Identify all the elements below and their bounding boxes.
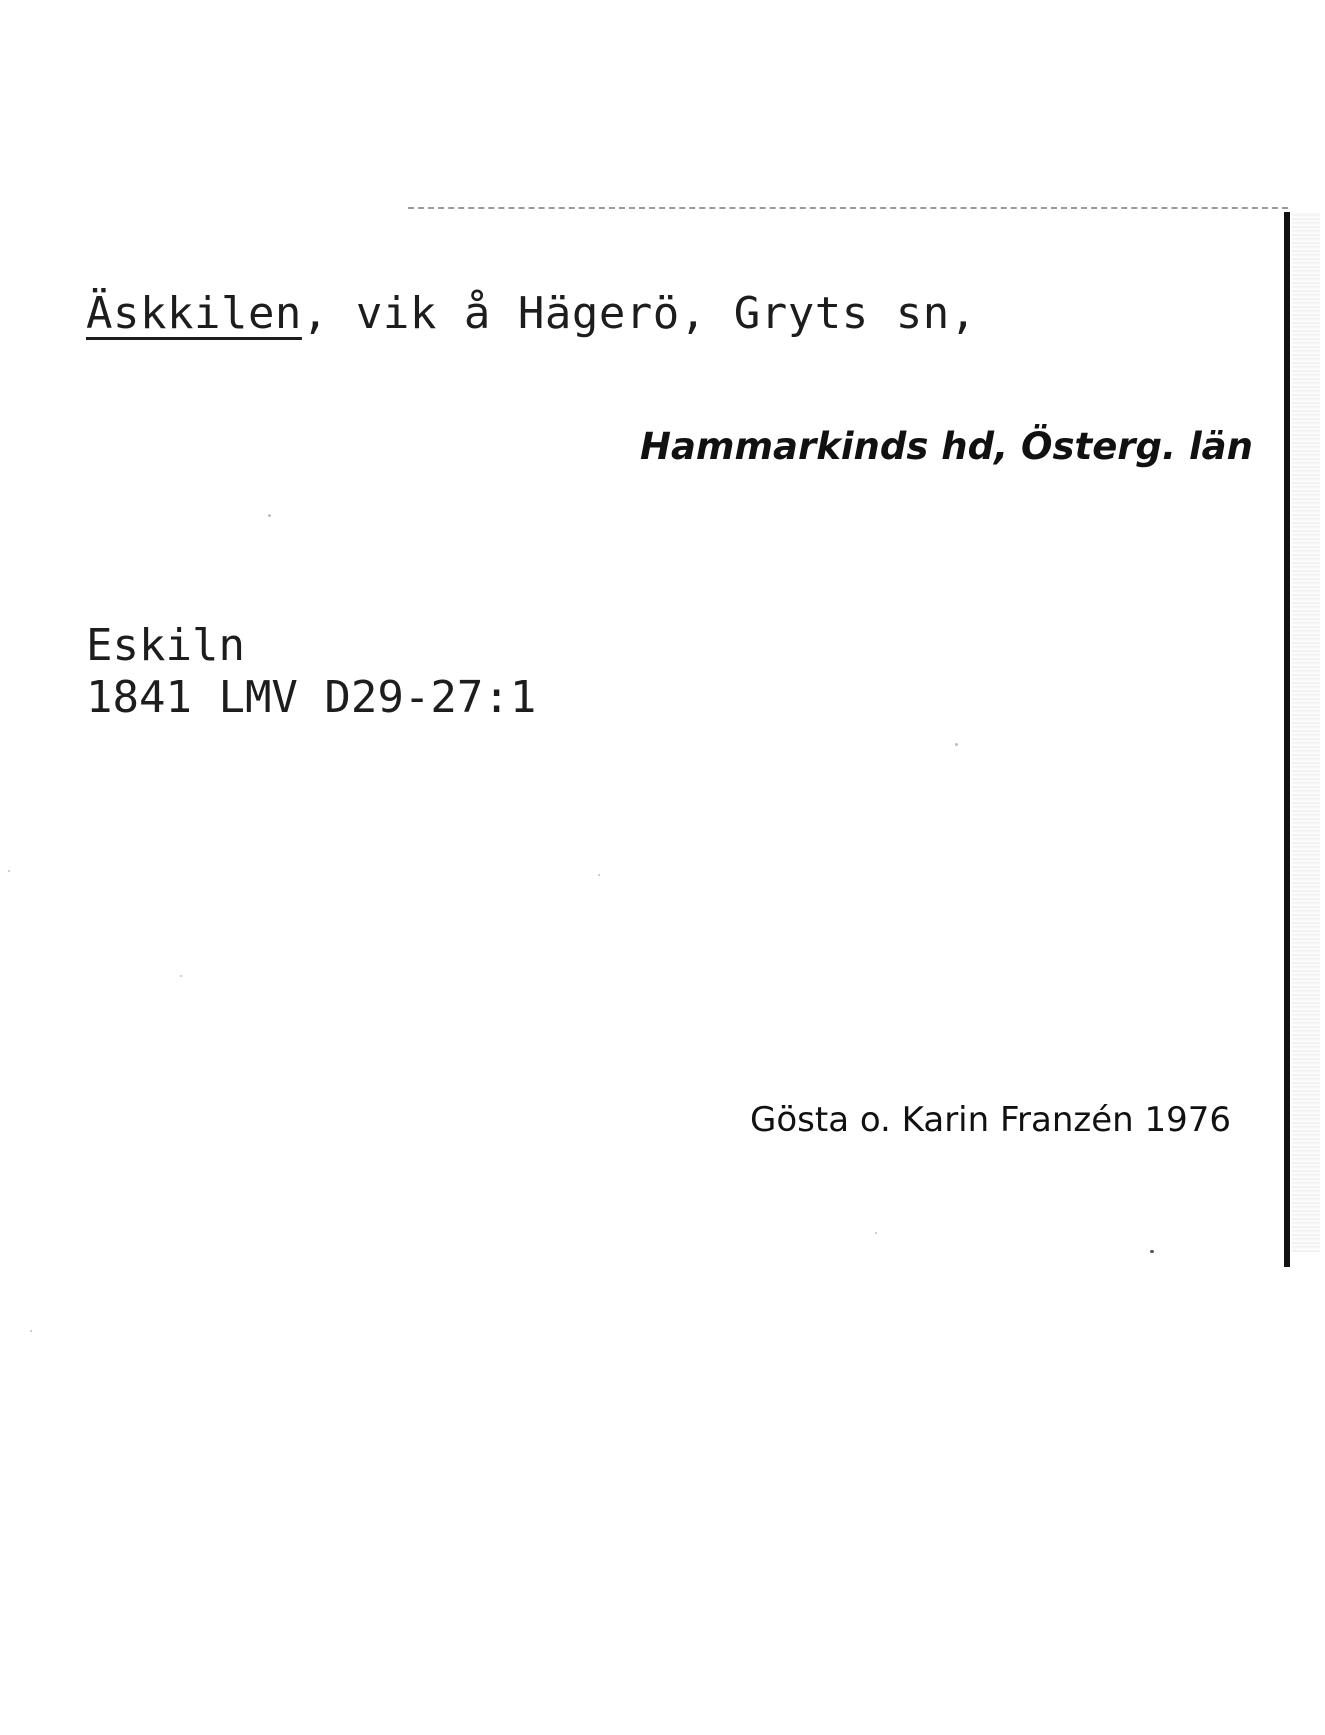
card-right-border xyxy=(1284,212,1290,1267)
scan-speck xyxy=(268,514,271,517)
scan-edge-noise xyxy=(1292,212,1320,1252)
headword: Äskkilen xyxy=(86,288,302,339)
collector-stamp: Gösta o. Karin Franzén 1976 xyxy=(750,1100,1232,1140)
source-reference: 1841 LMV D29-27:1 xyxy=(86,672,537,723)
variant-form: Eskiln xyxy=(86,620,245,671)
headword-description: , vik å Hägerö, Gryts sn, xyxy=(301,288,977,339)
region-stamp: Hammarkinds hd, Österg. län xyxy=(640,425,1253,468)
card-top-border xyxy=(408,207,1288,209)
scan-speck xyxy=(30,1330,32,1332)
scan-speck xyxy=(598,874,600,876)
scan-speck xyxy=(955,743,958,746)
headword-line xyxy=(86,288,977,339)
scan-speck xyxy=(875,1232,877,1234)
scan-speck xyxy=(1150,1250,1154,1253)
scan-speck xyxy=(180,975,182,977)
scan-speck xyxy=(8,870,10,872)
